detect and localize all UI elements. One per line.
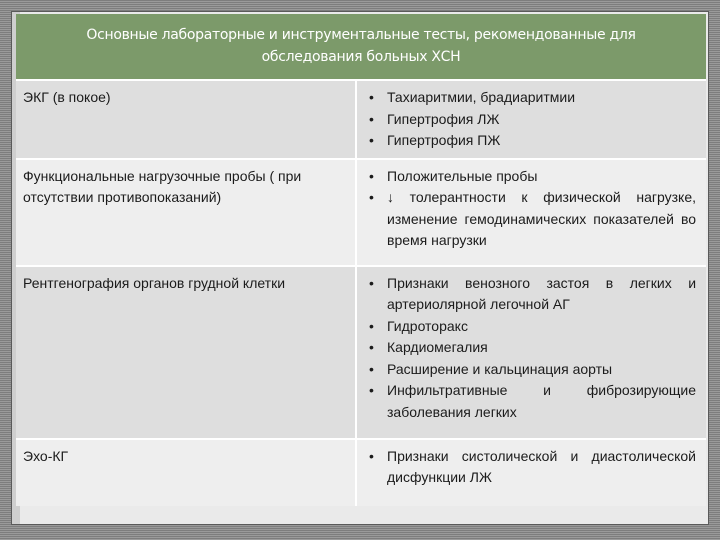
finding-item: • Признаки систолической и диастолической дисфункции ЛЖ bbox=[369, 447, 697, 485]
table-row bbox=[16, 80, 706, 159]
bullet-icon: • bbox=[369, 89, 374, 105]
bullet-icon: • bbox=[369, 274, 374, 291]
finding-item: • Гипертрофия ПЖ bbox=[365, 130, 696, 152]
findings-cell bbox=[356, 159, 706, 266]
findings-list bbox=[365, 87, 696, 152]
bullet-icon: • bbox=[369, 132, 374, 148]
bullet-icon: • bbox=[369, 447, 374, 464]
finding-item: • Гидроторакс bbox=[365, 316, 696, 338]
table-row bbox=[16, 159, 706, 266]
bullet-icon: • bbox=[369, 110, 374, 127]
test-name: ЭКГ (в покое) bbox=[16, 80, 356, 159]
table-row bbox=[16, 266, 706, 439]
finding-item: • Расширение и кальцинация аорты bbox=[365, 359, 696, 381]
table-header: Основные лабораторные и инструментальные тесты, рекомендованные для обследования больных ХСН bbox=[16, 14, 706, 80]
tests-table bbox=[16, 14, 706, 506]
table-header-row bbox=[16, 14, 706, 80]
finding-item: • Инфильтративные и фиброзирующие заболевания легких bbox=[369, 382, 697, 420]
finding-item: • Признаки венозного застоя в легких и артериолярной легочной АГ bbox=[369, 274, 697, 312]
test-name: Функциональные нагрузочные пробы ( при отсутствии противопоказаний) bbox=[16, 159, 356, 266]
finding-item: • Положительные пробы bbox=[365, 166, 696, 188]
finding-item: • Кардиомегалия bbox=[365, 337, 696, 359]
test-name: Эхо-КГ bbox=[16, 439, 356, 506]
table-row bbox=[16, 439, 706, 506]
bullet-icon: • bbox=[369, 339, 374, 355]
bullet-icon: • bbox=[369, 167, 374, 184]
finding-item: • Гипертрофия ЛЖ bbox=[365, 109, 696, 131]
findings-list bbox=[365, 446, 696, 489]
test-name: Рентгенография органов грудной клетки bbox=[16, 266, 356, 439]
slide bbox=[12, 12, 708, 524]
bullet-icon: • bbox=[369, 189, 374, 205]
findings-list bbox=[365, 273, 696, 424]
bullet-icon: • bbox=[369, 382, 374, 398]
bullet-icon: • bbox=[369, 360, 374, 377]
findings-cell bbox=[356, 439, 706, 506]
findings-list bbox=[365, 166, 696, 252]
findings-cell bbox=[356, 266, 706, 439]
findings-cell bbox=[356, 80, 706, 159]
bullet-icon: • bbox=[369, 317, 374, 334]
finding-item: • Тахиаритмии, брадиаритмии bbox=[365, 87, 696, 109]
finding-item: • ↓ толерантности к физической нагрузке, изменение гемодинамических показателей во время нагрузки bbox=[369, 189, 697, 248]
